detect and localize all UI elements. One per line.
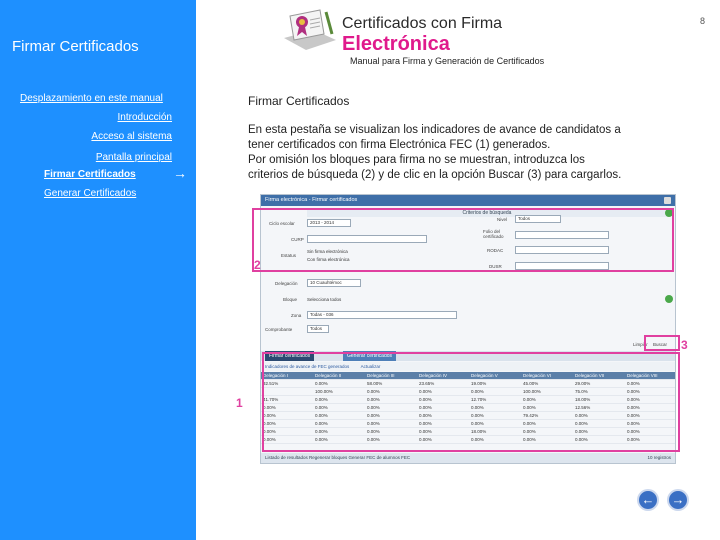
grid-cell: 45.00% xyxy=(523,381,539,386)
grid-cell: 0.00% xyxy=(523,405,536,410)
grid-header-cell: Delegación II xyxy=(315,373,342,378)
folio-label: Folio del certificado xyxy=(483,229,504,239)
close-icon xyxy=(664,197,671,204)
grid-cell: 0.00% xyxy=(315,413,328,418)
callout-number-1: 1 xyxy=(236,396,243,410)
certificate-logo-icon xyxy=(280,8,340,54)
grid-cell: 18.00% xyxy=(575,397,591,402)
screenshot-footer xyxy=(261,453,676,463)
zona-label: Zona xyxy=(291,313,302,318)
grid-cell: 0.00% xyxy=(419,413,432,418)
section-title: Firmar Certificados xyxy=(248,94,350,108)
grid-cell: 0.00% xyxy=(263,429,276,434)
grid-cell: 0.00% xyxy=(315,397,328,402)
screenshot-window-title: Firma electrónica - Firmar certificados xyxy=(261,195,675,206)
paragraph-line: Por omisión los bloques para firma no se muestran, introduzca los xyxy=(248,154,585,166)
grid-cell: 100.00% xyxy=(315,389,333,394)
grid-cell: 0.00% xyxy=(627,397,640,402)
paragraph-line: En esta pestaña se visualizan los indicadores de avance de candidatos a xyxy=(248,124,621,136)
grid-cell: 0.00% xyxy=(471,413,484,418)
grid-cell: 0.00% xyxy=(263,437,276,442)
callout-box-buscar xyxy=(644,335,680,351)
toc-link-firmar-certificados[interactable]: Firmar Certificados xyxy=(44,169,136,180)
buscar-button[interactable]: Buscar xyxy=(653,342,668,347)
toc-link-introduccion[interactable]: Introducción xyxy=(117,112,172,123)
limpiar-button[interactable]: Limpiar xyxy=(633,342,648,347)
zona-select[interactable]: Todas - 036 xyxy=(307,311,457,319)
delegacion-label: Delegación xyxy=(275,281,298,286)
grid-cell: 0.00% xyxy=(367,405,380,410)
grid-header-cell: Delegación VIII xyxy=(627,373,658,378)
callout-box-indicators xyxy=(262,352,680,452)
grid-cell: 79.42% xyxy=(523,413,539,418)
grid-cell: 0.00% xyxy=(627,405,640,410)
toc-link-generar-certificados[interactable]: Generar Certificados xyxy=(44,188,137,199)
grid-cell: 0.00% xyxy=(315,429,328,434)
grid-cell: 0.00% xyxy=(627,381,640,386)
grid-cell: 0.00% xyxy=(575,437,588,442)
callout-number-2: 2 xyxy=(254,258,261,272)
ciclo-select[interactable]: 2013 - 2014 xyxy=(307,219,351,227)
grid-cell: 0.00% xyxy=(523,429,536,434)
grid-cell: 0.00% xyxy=(367,429,380,434)
grid-cell: 0.00% xyxy=(627,429,640,434)
grid-cell: 0.00% xyxy=(263,421,276,426)
grid-cell: 0.00% xyxy=(367,413,380,418)
grid-cell: 0.00% xyxy=(367,397,380,402)
next-page-button[interactable]: → xyxy=(667,489,689,511)
grid-cell: 0.00% xyxy=(471,405,484,410)
toc-link-pantalla-principal[interactable]: Pantalla principal xyxy=(95,152,172,163)
bloque-label: Bloque xyxy=(283,297,298,302)
paragraph-line: criterios de búsqueda (2) y de clic en la opción Buscar (3) para cargarlos. xyxy=(248,169,622,181)
footer-actions: Listado de resultados Regenerar bloques Generar FEC de alumnos FEC xyxy=(265,455,411,460)
grid-cell: 0.00% xyxy=(575,421,588,426)
grid-cell: 41.70% xyxy=(263,397,279,402)
rodac-label: RODAC xyxy=(487,248,504,253)
grid-cell: 0.00% xyxy=(419,429,432,434)
estatus-label: Estatus xyxy=(281,253,297,258)
grid-header-cell: Delegación VII xyxy=(575,373,605,378)
estatus-option-sin-firma[interactable]: Sin firma electrónica xyxy=(307,249,348,254)
grid-cell: 0.00% xyxy=(471,421,484,426)
grid-cell: 18.00% xyxy=(471,429,487,434)
grid-cell: 12.56% xyxy=(575,405,591,410)
page-number: 8 xyxy=(700,16,706,26)
grid-cell: 0.00% xyxy=(315,437,328,442)
grid-cell: 0.00% xyxy=(627,437,640,442)
grid-cell: 0.00% xyxy=(627,389,640,394)
nivel-label: Nivel xyxy=(497,217,508,222)
grid-header-cell: Delegación V xyxy=(471,373,498,378)
comprobante-select[interactable]: Todos xyxy=(307,325,329,333)
bloque-select-all[interactable]: Selecciona todos xyxy=(307,297,342,302)
toc-link-desplazamiento[interactable]: Desplazamiento en este manual xyxy=(20,93,163,104)
current-section-arrow-icon: → xyxy=(173,165,187,181)
callout-number-3: 3 xyxy=(681,338,688,352)
grid-cell: 0.00% xyxy=(627,421,640,426)
delegacion-select[interactable]: 10 Cuauhtémoc xyxy=(307,279,361,287)
grid-cell: 0.00% xyxy=(419,421,432,426)
criteria-header: Criterios de búsqueda xyxy=(307,209,667,217)
sidebar-panel xyxy=(0,0,196,540)
grid-header-cell: Delegación I xyxy=(263,373,289,378)
section-paragraph xyxy=(248,123,672,183)
grid-cell: 100.00% xyxy=(523,389,541,394)
nivel-select[interactable]: Todos xyxy=(515,215,561,223)
grid-cell: 0.00% xyxy=(419,389,432,394)
grid-cell: 0.00% xyxy=(575,429,588,434)
header-subtitle: Manual para Firma y Generación de Certificados xyxy=(350,56,545,66)
grid-cell: 0.00% xyxy=(367,437,380,442)
grid-cell: 0.00% xyxy=(523,437,536,442)
grid-cell: 0.00% xyxy=(367,421,380,426)
sidebar-title: Firmar Certificados xyxy=(12,38,139,55)
grid-header-cell: Delegación VI xyxy=(523,373,552,378)
grid-cell: 58.00% xyxy=(367,381,383,386)
grid-cell: 0.00% xyxy=(471,389,484,394)
callout-box-criteria xyxy=(252,208,674,272)
previous-page-button[interactable]: ← xyxy=(637,489,659,511)
grid-cell: 75.0% xyxy=(575,389,588,394)
grid-cell: 0.00% xyxy=(575,413,588,418)
header-title-line1: Certificados con Firma xyxy=(342,15,503,32)
grid-header-cell: Delegación IV xyxy=(419,373,448,378)
estatus-option-con-firma[interactable]: Con firma electrónica xyxy=(307,257,350,262)
toc-link-acceso[interactable]: Acceso al sistema xyxy=(91,131,172,142)
header-title-line2: Electrónica xyxy=(342,33,450,55)
grid-cell: 0.00% xyxy=(263,405,276,410)
grid-cell: 0.00% xyxy=(523,397,536,402)
ciclo-label: Ciclo escolar xyxy=(269,221,295,226)
grid-cell: 0.00% xyxy=(471,437,484,442)
indicators-title: Indicadores de avance de FEC generados xyxy=(265,364,350,369)
grid-cell: 0.00% xyxy=(263,413,276,418)
dusr-label: DUSR xyxy=(489,264,502,269)
grid-cell: 0.00% xyxy=(627,413,640,418)
grid-cell: 12.70% xyxy=(471,397,487,402)
grid-cell: 0.00% xyxy=(419,405,432,410)
grid-cell: 0.00% xyxy=(367,389,380,394)
curp-label: CURP xyxy=(291,237,304,242)
records-per-page-select[interactable]: 10 registros xyxy=(647,455,671,460)
grid-cell: 0.00% xyxy=(419,437,432,442)
grid-cell: 29.00% xyxy=(575,381,591,386)
grid-cell: 0.00% xyxy=(315,381,328,386)
grid-cell: 0.00% xyxy=(315,421,328,426)
comprobante-label: Comprobante xyxy=(265,327,293,332)
collapse-icon[interactable] xyxy=(665,295,673,303)
tab-generar-certificados[interactable]: Generar certificados xyxy=(343,351,396,361)
actualizar-link[interactable]: Actualizar xyxy=(360,364,381,369)
grid-cell: 0.00% xyxy=(523,421,536,426)
paragraph-line: tener certificados con firma Electrónica FEC (1) generados. xyxy=(248,139,551,151)
grid-cell: 0.00% xyxy=(315,405,328,410)
grid-cell: 0.00% xyxy=(419,397,432,402)
grid-header-cell: Delegación III xyxy=(367,373,395,378)
grid-cell: 32.51% xyxy=(263,381,279,386)
grid-cell: 19.00% xyxy=(471,381,487,386)
tab-firmar-certificados[interactable]: Firmar certificados xyxy=(265,351,314,361)
grid-cell: 23.65% xyxy=(419,381,435,386)
